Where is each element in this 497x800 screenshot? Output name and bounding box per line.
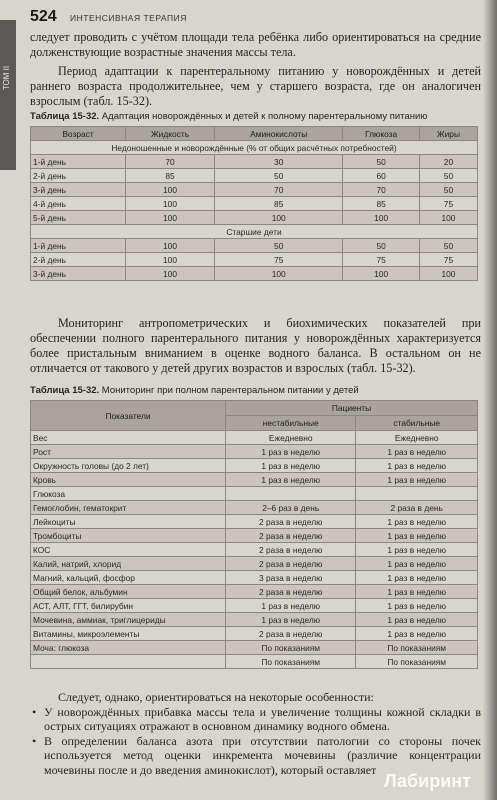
table2-caption <box>30 385 481 397</box>
indicator-cell: Витамины, микроэлементы <box>31 627 226 641</box>
indicator-cell: Окружность головы (до 2 лет) <box>31 459 226 473</box>
stable-frequency-cell: 1 раз в неделю <box>356 627 478 641</box>
paragraph-top: следует проводить с учётом площади тела ребёнка либо ориентироваться на средние долженствующие возрастные значения массы тела. <box>30 30 481 59</box>
unstable-frequency-cell: 2 раза в неделю <box>226 585 356 599</box>
table2-header-patients: Пациенты <box>226 401 478 416</box>
value-cell: 70 <box>343 183 420 197</box>
indicator-cell: Общий белок, альбумин <box>31 585 226 599</box>
volume-label: ТОМ II <box>2 65 11 90</box>
paragraph-adaptation: Период адаптации к парентеральному питанию у новорождённых и детей раннего возраста продолжительнее, чем у старшего возраста, где он аналогичен взрослым (табл. 15-32). <box>30 64 481 108</box>
stable-frequency-cell: Ежедневно <box>356 431 478 445</box>
unstable-frequency-cell <box>226 487 356 501</box>
stable-frequency-cell: 2 раза в день <box>356 501 478 515</box>
table-row <box>31 627 478 641</box>
value-cell: 50 <box>215 169 343 183</box>
table-row <box>31 473 478 487</box>
table2-caption-text: Мониторинг при полном парентеральном питании у детей <box>99 385 359 396</box>
value-cell: 75 <box>215 253 343 267</box>
table-row <box>31 197 478 211</box>
value-cell: 50 <box>419 169 477 183</box>
value-cell: 75 <box>343 253 420 267</box>
table2-caption-label: Таблица 15-32. <box>30 385 100 396</box>
table2-header-row <box>31 401 478 416</box>
age-cell: 3-й день <box>31 183 126 197</box>
stable-frequency-cell: 1 раз в неделю <box>356 543 478 557</box>
value-cell: 85 <box>126 169 215 183</box>
table-row <box>31 529 478 543</box>
indicator-cell: Лейкоциты <box>31 515 226 529</box>
bullet-section <box>30 690 481 777</box>
bullets-intro: Следует, однако, ориентироваться на некоторые особенности: <box>58 690 374 704</box>
table-row <box>31 487 478 501</box>
table-row <box>31 641 478 655</box>
table1-header-cell: Глюкоза <box>343 127 420 141</box>
value-cell: 100 <box>126 253 215 267</box>
age-cell: 2-й день <box>31 169 126 183</box>
value-cell: 100 <box>126 239 215 253</box>
paragraph-monitoring: Мониторинг антропометрических и биохимических показателей при обеспечении полного парентерального питания у новорождённых характеризуется более пристальным вниманием в оценке водного баланса. В остальном он не отличается от такового у детей других возрастов и взрослых (табл. 15-32). <box>30 316 481 375</box>
value-cell: 30 <box>215 155 343 169</box>
table-row <box>31 543 478 557</box>
table1-caption-text: Адаптация новорождённых и детей к полному парентеральному питанию <box>99 111 428 122</box>
unstable-frequency-cell: 1 раз в неделю <box>226 473 356 487</box>
table-row <box>31 155 478 169</box>
table-row <box>31 655 478 669</box>
table-row <box>31 253 478 267</box>
indicator-cell: Мочевина, аммиак, триглицериды <box>31 613 226 627</box>
value-cell: 20 <box>419 155 477 169</box>
unstable-frequency-cell: Ежедневно <box>226 431 356 445</box>
running-head: ИНТЕНСИВНАЯ ТЕРАПИЯ <box>70 13 187 23</box>
volume-side-tab <box>0 20 16 170</box>
table-row <box>31 501 478 515</box>
value-cell: 50 <box>419 183 477 197</box>
unstable-frequency-cell: По показаниям <box>226 655 356 669</box>
table2-header-indicators: Показатели <box>31 401 226 431</box>
age-cell: 1-й день <box>31 239 126 253</box>
table-row <box>31 169 478 183</box>
unstable-frequency-cell: 2 раза в неделю <box>226 543 356 557</box>
indicator-cell <box>31 655 226 669</box>
value-cell: 100 <box>126 267 215 281</box>
table2-header-stable: стабильные <box>356 416 478 431</box>
stable-frequency-cell <box>356 487 478 501</box>
age-cell: 1-й день <box>31 155 126 169</box>
stable-frequency-cell: 1 раз в неделю <box>356 599 478 613</box>
stable-frequency-cell: 1 раз в неделю <box>356 571 478 585</box>
value-cell: 100 <box>215 211 343 225</box>
indicator-cell: Вес <box>31 431 226 445</box>
table-row <box>31 585 478 599</box>
table1-subheading-row <box>31 141 478 155</box>
unstable-frequency-cell: 3 раза в неделю <box>226 571 356 585</box>
table-row <box>31 211 478 225</box>
stable-frequency-cell: 1 раз в неделю <box>356 613 478 627</box>
value-cell: 100 <box>343 211 420 225</box>
age-cell: 5-й день <box>31 211 126 225</box>
bullet-item: • У новорождённых прибавка массы тела и увеличение толщины кожной складки в острых ситуациях отражают в основном динамику водного обмена. <box>30 705 481 734</box>
stable-frequency-cell: 1 раз в неделю <box>356 459 478 473</box>
unstable-frequency-cell: 1 раз в неделю <box>226 459 356 473</box>
value-cell: 85 <box>343 197 420 211</box>
monitoring-table <box>30 400 478 669</box>
value-cell: 100 <box>126 197 215 211</box>
page-header <box>26 8 483 28</box>
table-row <box>31 613 478 627</box>
indicator-cell: Тромбоциты <box>31 529 226 543</box>
value-cell: 70 <box>126 155 215 169</box>
stable-frequency-cell: 1 раз в неделю <box>356 529 478 543</box>
table-row <box>31 557 478 571</box>
table-row <box>31 459 478 473</box>
unstable-frequency-cell: 2 раза в неделю <box>226 627 356 641</box>
value-cell: 100 <box>126 211 215 225</box>
value-cell: 50 <box>419 239 477 253</box>
unstable-frequency-cell: 1 раз в неделю <box>226 599 356 613</box>
age-cell: 4-й день <box>31 197 126 211</box>
table1-caption-label: Таблица 15-32. <box>30 111 100 122</box>
indicator-cell: Моча: глюкоза <box>31 641 226 655</box>
unstable-frequency-cell: 2–6 раз в день <box>226 501 356 515</box>
indicator-cell: Глюкоза <box>31 487 226 501</box>
watermark-logo <box>384 771 471 792</box>
table-row <box>31 445 478 459</box>
value-cell: 100 <box>419 267 477 281</box>
stable-frequency-cell: 1 раз в неделю <box>356 585 478 599</box>
table-row <box>31 431 478 445</box>
value-cell: 70 <box>215 183 343 197</box>
value-cell: 100 <box>126 183 215 197</box>
table1-subheading: Недоношенные и новорождённые (% от общих расчётных потребностей) <box>31 141 478 155</box>
stable-frequency-cell: 1 раз в неделю <box>356 557 478 571</box>
stable-frequency-cell: По показаниям <box>356 641 478 655</box>
watermark-text: Лабиринт <box>383 771 471 791</box>
indicator-cell: КОС <box>31 543 226 557</box>
adaptation-table <box>30 126 478 281</box>
indicator-cell: Рост <box>31 445 226 459</box>
value-cell: 100 <box>419 211 477 225</box>
unstable-frequency-cell: 2 раза в неделю <box>226 515 356 529</box>
age-cell: 2-й день <box>31 253 126 267</box>
table1-header-cell: Аминокислоты <box>215 127 343 141</box>
indicator-cell: АСТ, АЛТ, ГГТ, билирубин <box>31 599 226 613</box>
table1-header-cell: Жиры <box>419 127 477 141</box>
unstable-frequency-cell: 2 раза в неделю <box>226 557 356 571</box>
unstable-frequency-cell: По показаниям <box>226 641 356 655</box>
indicator-cell: Гемоглобин, гематокрит <box>31 501 226 515</box>
value-cell: 100 <box>343 267 420 281</box>
value-cell: 75 <box>419 197 477 211</box>
table1-header-cell: Жидкость <box>126 127 215 141</box>
table-row <box>31 515 478 529</box>
value-cell: 50 <box>215 239 343 253</box>
value-cell: 50 <box>343 155 420 169</box>
indicator-cell: Кровь <box>31 473 226 487</box>
value-cell: 75 <box>419 253 477 267</box>
table1-header-cell: Возраст <box>31 127 126 141</box>
table-row <box>31 183 478 197</box>
table-row <box>31 239 478 253</box>
stable-frequency-cell: 1 раз в неделю <box>356 515 478 529</box>
stable-frequency-cell: 1 раз в неделю <box>356 445 478 459</box>
bullet-item: • В определении баланса азота при отсутствии патологии со стороны почек используется метод оценки инкремента мочевины (различие концентрации мочевины после и до введения аминокислот), который оставляет <box>30 734 481 778</box>
table-row <box>31 599 478 613</box>
value-cell: 85 <box>215 197 343 211</box>
age-cell: 3-й день <box>31 267 126 281</box>
unstable-frequency-cell: 1 раз в неделю <box>226 445 356 459</box>
unstable-frequency-cell: 1 раз в неделю <box>226 613 356 627</box>
stable-frequency-cell: По показаниям <box>356 655 478 669</box>
stable-frequency-cell: 1 раз в неделю <box>356 473 478 487</box>
table-row <box>31 267 478 281</box>
indicator-cell: Калий, натрий, хлорид <box>31 557 226 571</box>
indicator-cell: Магний, кальций, фосфор <box>31 571 226 585</box>
table1-caption <box>30 111 481 123</box>
table-row <box>31 571 478 585</box>
value-cell: 60 <box>343 169 420 183</box>
table2-header-unstable: нестабильные <box>226 416 356 431</box>
unstable-frequency-cell: 2 раза в неделю <box>226 529 356 543</box>
table1-subheading: Старшие дети <box>31 225 478 239</box>
value-cell: 100 <box>215 267 343 281</box>
value-cell: 50 <box>343 239 420 253</box>
table1-header-row <box>31 127 478 141</box>
table1-subheading-row <box>31 225 478 239</box>
page-number: 524 <box>30 8 57 25</box>
